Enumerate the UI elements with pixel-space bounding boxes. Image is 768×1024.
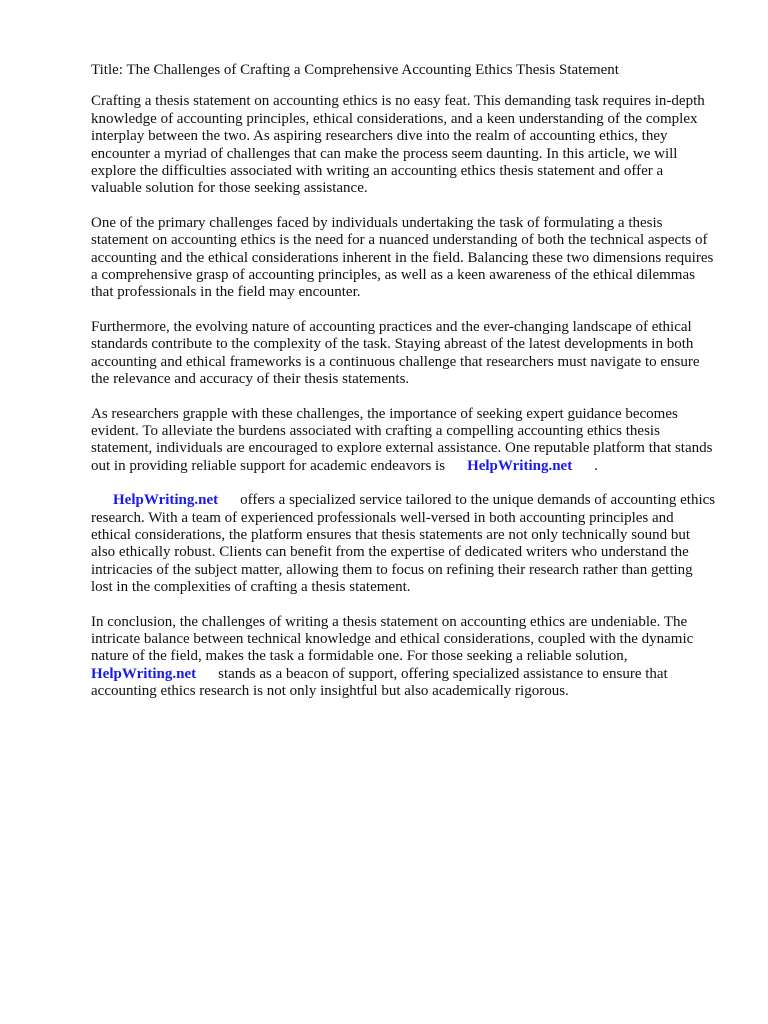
paragraph-guidance-text: As researchers grapple with these challenges, the importance of seeking expert guidance becomes evident. To alleviate the burdens associated with crafting a compelling accounting ethics thesis statement, individuals are encouraged to explore external assistance. One reputable platform that stands out in providing reliable support for academic endeavors is (91, 405, 713, 474)
document-body (91, 62, 716, 718)
paragraph-evolving-standards: Furthermore, the evolving nature of accounting practices and the ever-changing landscape of ethical standards contribute to the complexity of the task. Staying abreast of the latest developments in both accounting and ethical frameworks is a continuous challenge that researchers must navigate to ensure the relevance and accuracy of their thesis statements. (91, 318, 700, 388)
helpwriting-link-1[interactable]: HelpWriting.net (467, 457, 573, 474)
helpwriting-link-2[interactable]: HelpWriting.net (113, 492, 219, 509)
document-title: Title: The Challenges of Crafting a Comprehensive Accounting Ethics Thesis Statement (91, 62, 619, 78)
paragraph-conclusion (91, 614, 716, 701)
paragraph-guidance (91, 406, 716, 476)
helpwriting-link-3[interactable]: HelpWriting.net (91, 665, 197, 682)
paragraph-challenges: One of the primary challenges faced by individuals undertaking the task of formulating a thesis statement on accounting ethics is the need for a nuanced understanding of both the technical aspects of accounting and the ethical considerations inherent in the field. Balancing these two dimensions requires a comprehensive grasp of accounting principles, as well as a keen awareness of the ethical dilemmas that professionals in the field may encounter. (91, 214, 714, 301)
paragraph-conclusion-text: In conclusion, the challenges of writing a thesis statement on accounting ethics are undeniable. The intricate balance between technical knowledge and ethical considerations, coupled with the dynamic nature of the field, makes the task a formidable one. For those seeking a reliable solution, (91, 613, 694, 665)
paragraph-service-text: offers a specialized service tailored to the unique demands of accounting ethics research. With a team of experienced professionals well-versed in both accounting principles and ethical considerations, the platform ensures that thesis statements are not only technically sound but also ethically robust. Clients can benefit from the expertise of dedicated writers who understand the intricacies of the subject matter, allowing them to focus on refining their research rather than getting lost in the complexities of crafting a thesis statement. (91, 492, 716, 596)
paragraph-service (91, 492, 716, 596)
paragraph-intro: Crafting a thesis statement on accounting ethics is no easy feat. This demanding task requires in-depth knowledge of accounting principles, ethical considerations, and a keen understanding of the complex interplay between the two. As aspiring researchers dive into the realm of accounting ethics, they encounter a myriad of challenges that can make the process seem daunting. In this article, we will explore the difficulties associated with writing an accounting ethics thesis statement and offer a valuable solution for those seeking assistance. (91, 93, 705, 197)
paragraph-guidance-end: . (594, 457, 598, 474)
paragraph-conclusion-end: stands as a beacon of support, offering specialized assistance to ensure that accounting ethics research is not only insightful but also academically rigorous. (91, 665, 668, 700)
